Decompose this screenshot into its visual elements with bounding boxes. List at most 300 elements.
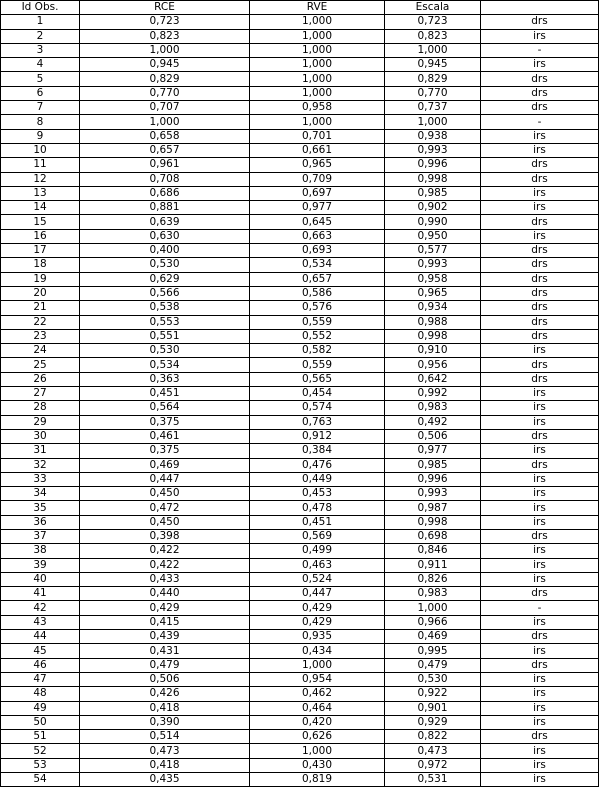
- cell-rce: 1,000: [80, 43, 250, 57]
- cell-returns-type: irs: [481, 415, 599, 429]
- cell-id-obs: 26: [1, 372, 80, 386]
- cell-id-obs: 46: [1, 658, 80, 672]
- table-row: [1, 72, 599, 86]
- table-row: [1, 15, 599, 29]
- cell-rce: 0,439: [80, 630, 250, 644]
- cell-id-obs: 47: [1, 672, 80, 686]
- cell-escala: 0,985: [385, 186, 481, 200]
- cell-escala: 0,992: [385, 387, 481, 401]
- cell-rve: 0,701: [250, 129, 385, 143]
- table-row: [1, 258, 599, 272]
- cell-rce: 0,363: [80, 372, 250, 386]
- cell-returns-type: drs: [481, 658, 599, 672]
- table-row: [1, 730, 599, 744]
- cell-rve: 0,559: [250, 315, 385, 329]
- cell-rve: 0,661: [250, 143, 385, 157]
- cell-rve: 0,574: [250, 401, 385, 415]
- cell-escala: 0,577: [385, 244, 481, 258]
- cell-rce: 0,961: [80, 158, 250, 172]
- cell-rce: 0,506: [80, 672, 250, 686]
- cell-id-obs: 37: [1, 529, 80, 543]
- cell-rve: 0,657: [250, 272, 385, 286]
- cell-rve: 0,463: [250, 558, 385, 572]
- cell-escala: 0,938: [385, 129, 481, 143]
- cell-id-obs: 28: [1, 401, 80, 415]
- table-row: [1, 201, 599, 215]
- cell-returns-type: irs: [481, 701, 599, 715]
- table-row: [1, 143, 599, 157]
- cell-escala: 1,000: [385, 43, 481, 57]
- cell-returns-type: -: [481, 601, 599, 615]
- cell-escala: 0,506: [385, 429, 481, 443]
- cell-returns-type: irs: [481, 444, 599, 458]
- cell-returns-type: drs: [481, 529, 599, 543]
- cell-rce: 0,881: [80, 201, 250, 215]
- cell-returns-type: drs: [481, 172, 599, 186]
- cell-id-obs: 38: [1, 544, 80, 558]
- table-row: [1, 215, 599, 229]
- cell-id-obs: 18: [1, 258, 80, 272]
- cell-escala: 0,723: [385, 15, 481, 29]
- cell-escala: 0,998: [385, 329, 481, 343]
- cell-returns-type: drs: [481, 272, 599, 286]
- cell-returns-type: drs: [481, 587, 599, 601]
- cell-rve: 0,524: [250, 572, 385, 586]
- cell-id-obs: 42: [1, 601, 80, 615]
- cell-escala: 0,910: [385, 344, 481, 358]
- cell-rve: 0,451: [250, 515, 385, 529]
- table-row: [1, 587, 599, 601]
- cell-rve: 0,709: [250, 172, 385, 186]
- table-row: [1, 773, 599, 787]
- cell-id-obs: 8: [1, 115, 80, 129]
- cell-rve: 0,449: [250, 472, 385, 486]
- cell-rce: 1,000: [80, 115, 250, 129]
- cell-id-obs: 19: [1, 272, 80, 286]
- cell-escala: 0,642: [385, 372, 481, 386]
- table-row: [1, 744, 599, 758]
- cell-rce: 0,390: [80, 715, 250, 729]
- cell-rve: 0,534: [250, 258, 385, 272]
- cell-rve: 1,000: [250, 29, 385, 43]
- cell-id-obs: 7: [1, 101, 80, 115]
- cell-escala: 0,473: [385, 744, 481, 758]
- cell-escala: 0,983: [385, 587, 481, 601]
- cell-rve: 0,626: [250, 730, 385, 744]
- table-row: [1, 487, 599, 501]
- cell-escala: 0,479: [385, 658, 481, 672]
- cell-escala: 0,770: [385, 86, 481, 100]
- cell-id-obs: 45: [1, 644, 80, 658]
- header-rve: RVE: [250, 1, 385, 15]
- cell-rve: 0,434: [250, 644, 385, 658]
- cell-returns-type: irs: [481, 572, 599, 586]
- cell-escala: 0,922: [385, 687, 481, 701]
- table-row: [1, 315, 599, 329]
- cell-rve: 0,462: [250, 687, 385, 701]
- header-row: [1, 1, 599, 15]
- header-id-obs: Id Obs.: [1, 1, 80, 15]
- cell-escala: 0,737: [385, 101, 481, 115]
- cell-id-obs: 30: [1, 429, 80, 443]
- cell-id-obs: 1: [1, 15, 80, 29]
- cell-rce: 0,435: [80, 773, 250, 787]
- cell-rce: 0,723: [80, 15, 250, 29]
- cell-rce: 0,770: [80, 86, 250, 100]
- table-row: [1, 358, 599, 372]
- cell-returns-type: irs: [481, 758, 599, 772]
- cell-rve: 0,429: [250, 601, 385, 615]
- cell-returns-type: irs: [481, 143, 599, 157]
- cell-returns-type: drs: [481, 244, 599, 258]
- cell-escala: 0,990: [385, 215, 481, 229]
- table-row: [1, 515, 599, 529]
- cell-returns-type: drs: [481, 358, 599, 372]
- cell-returns-type: irs: [481, 687, 599, 701]
- table-body: [1, 15, 599, 787]
- cell-rce: 0,426: [80, 687, 250, 701]
- cell-id-obs: 27: [1, 387, 80, 401]
- cell-rve: 0,958: [250, 101, 385, 115]
- cell-escala: 0,995: [385, 644, 481, 658]
- cell-rce: 0,707: [80, 101, 250, 115]
- table-row: [1, 529, 599, 543]
- table-row: [1, 372, 599, 386]
- cell-rce: 0,479: [80, 658, 250, 672]
- cell-returns-type: drs: [481, 372, 599, 386]
- cell-rve: 0,476: [250, 458, 385, 472]
- cell-escala: 0,929: [385, 715, 481, 729]
- cell-id-obs: 41: [1, 587, 80, 601]
- cell-rce: 0,447: [80, 472, 250, 486]
- cell-rve: 0,559: [250, 358, 385, 372]
- table-row: [1, 301, 599, 315]
- cell-id-obs: 52: [1, 744, 80, 758]
- cell-id-obs: 22: [1, 315, 80, 329]
- cell-rce: 0,708: [80, 172, 250, 186]
- table-row: [1, 672, 599, 686]
- cell-rce: 0,450: [80, 487, 250, 501]
- cell-rce: 0,823: [80, 29, 250, 43]
- cell-id-obs: 39: [1, 558, 80, 572]
- cell-escala: 0,958: [385, 272, 481, 286]
- cell-escala: 0,972: [385, 758, 481, 772]
- cell-escala: 0,987: [385, 501, 481, 515]
- cell-id-obs: 9: [1, 129, 80, 143]
- cell-rce: 0,629: [80, 272, 250, 286]
- cell-rve: 0,965: [250, 158, 385, 172]
- cell-rce: 0,422: [80, 558, 250, 572]
- cell-returns-type: irs: [481, 715, 599, 729]
- cell-rce: 0,566: [80, 286, 250, 300]
- cell-id-obs: 40: [1, 572, 80, 586]
- cell-rve: 0,954: [250, 672, 385, 686]
- cell-rce: 0,429: [80, 601, 250, 615]
- cell-rve: 0,586: [250, 286, 385, 300]
- cell-id-obs: 31: [1, 444, 80, 458]
- cell-returns-type: irs: [481, 515, 599, 529]
- cell-rve: 0,384: [250, 444, 385, 458]
- cell-rce: 0,440: [80, 587, 250, 601]
- cell-returns-type: drs: [481, 429, 599, 443]
- header-rce: RCE: [80, 1, 250, 15]
- cell-returns-type: drs: [481, 101, 599, 115]
- cell-returns-type: irs: [481, 129, 599, 143]
- cell-escala: 0,977: [385, 444, 481, 458]
- cell-returns-type: drs: [481, 301, 599, 315]
- cell-escala: 0,996: [385, 158, 481, 172]
- cell-rce: 0,433: [80, 572, 250, 586]
- table-row: [1, 58, 599, 72]
- cell-rce: 0,418: [80, 758, 250, 772]
- cell-rce: 0,415: [80, 615, 250, 629]
- table-row: [1, 444, 599, 458]
- cell-returns-type: irs: [481, 558, 599, 572]
- table-row: [1, 458, 599, 472]
- cell-id-obs: 14: [1, 201, 80, 215]
- table-row: [1, 544, 599, 558]
- cell-rce: 0,538: [80, 301, 250, 315]
- cell-rve: 1,000: [250, 15, 385, 29]
- cell-id-obs: 50: [1, 715, 80, 729]
- table-row: [1, 272, 599, 286]
- cell-rce: 0,469: [80, 458, 250, 472]
- cell-returns-type: drs: [481, 86, 599, 100]
- cell-escala: 0,469: [385, 630, 481, 644]
- table-row: [1, 29, 599, 43]
- cell-id-obs: 10: [1, 143, 80, 157]
- cell-returns-type: drs: [481, 458, 599, 472]
- cell-rce: 0,422: [80, 544, 250, 558]
- cell-rve: 1,000: [250, 43, 385, 57]
- cell-rce: 0,553: [80, 315, 250, 329]
- cell-returns-type: irs: [481, 344, 599, 358]
- cell-rce: 0,551: [80, 329, 250, 343]
- cell-id-obs: 44: [1, 630, 80, 644]
- cell-rce: 0,530: [80, 344, 250, 358]
- cell-escala: 0,911: [385, 558, 481, 572]
- cell-returns-type: irs: [481, 501, 599, 515]
- table-row: [1, 344, 599, 358]
- cell-escala: 0,956: [385, 358, 481, 372]
- table-row: [1, 172, 599, 186]
- table-row: [1, 601, 599, 615]
- cell-escala: 0,993: [385, 143, 481, 157]
- cell-id-obs: 11: [1, 158, 80, 172]
- cell-returns-type: irs: [481, 672, 599, 686]
- cell-escala: 0,492: [385, 415, 481, 429]
- cell-rve: 1,000: [250, 658, 385, 672]
- cell-rce: 0,398: [80, 529, 250, 543]
- cell-returns-type: irs: [481, 229, 599, 243]
- table-row: [1, 43, 599, 57]
- table-row: [1, 158, 599, 172]
- cell-rve: 0,935: [250, 630, 385, 644]
- table-row: [1, 715, 599, 729]
- cell-returns-type: drs: [481, 315, 599, 329]
- cell-escala: 0,530: [385, 672, 481, 686]
- table-row: [1, 615, 599, 629]
- table-row: [1, 101, 599, 115]
- cell-rve: 0,552: [250, 329, 385, 343]
- cell-id-obs: 43: [1, 615, 80, 629]
- cell-rce: 0,945: [80, 58, 250, 72]
- table-row: [1, 644, 599, 658]
- cell-id-obs: 5: [1, 72, 80, 86]
- cell-returns-type: irs: [481, 58, 599, 72]
- cell-rve: 0,420: [250, 715, 385, 729]
- cell-rce: 0,431: [80, 644, 250, 658]
- cell-returns-type: -: [481, 115, 599, 129]
- cell-returns-type: irs: [481, 615, 599, 629]
- cell-returns-type: irs: [481, 544, 599, 558]
- cell-escala: 0,829: [385, 72, 481, 86]
- table-row: [1, 701, 599, 715]
- table-row: [1, 630, 599, 644]
- cell-id-obs: 48: [1, 687, 80, 701]
- cell-rce: 0,375: [80, 415, 250, 429]
- cell-id-obs: 6: [1, 86, 80, 100]
- cell-escala: 0,945: [385, 58, 481, 72]
- table-row: [1, 387, 599, 401]
- cell-returns-type: drs: [481, 258, 599, 272]
- table-row: [1, 429, 599, 443]
- cell-escala: 0,846: [385, 544, 481, 558]
- cell-id-obs: 53: [1, 758, 80, 772]
- cell-returns-type: drs: [481, 630, 599, 644]
- cell-escala: 0,826: [385, 572, 481, 586]
- cell-returns-type: irs: [481, 644, 599, 658]
- cell-returns-type: -: [481, 43, 599, 57]
- cell-id-obs: 33: [1, 472, 80, 486]
- cell-rve: 0,693: [250, 244, 385, 258]
- table-row: [1, 401, 599, 415]
- cell-rce: 0,630: [80, 229, 250, 243]
- cell-escala: 0,698: [385, 529, 481, 543]
- cell-id-obs: 23: [1, 329, 80, 343]
- cell-id-obs: 21: [1, 301, 80, 315]
- cell-escala: 0,531: [385, 773, 481, 787]
- cell-id-obs: 32: [1, 458, 80, 472]
- cell-returns-type: drs: [481, 15, 599, 29]
- table-row: [1, 229, 599, 243]
- table-row: [1, 186, 599, 200]
- table-row: [1, 758, 599, 772]
- table-row: [1, 329, 599, 343]
- cell-rce: 0,657: [80, 143, 250, 157]
- table-row: [1, 286, 599, 300]
- cell-returns-type: irs: [481, 472, 599, 486]
- cell-rce: 0,400: [80, 244, 250, 258]
- cell-returns-type: drs: [481, 158, 599, 172]
- cell-rce: 0,658: [80, 129, 250, 143]
- cell-id-obs: 34: [1, 487, 80, 501]
- cell-rve: 0,429: [250, 615, 385, 629]
- cell-escala: 0,965: [385, 286, 481, 300]
- cell-escala: 0,998: [385, 515, 481, 529]
- cell-escala: 0,901: [385, 701, 481, 715]
- cell-returns-type: irs: [481, 401, 599, 415]
- cell-returns-type: irs: [481, 29, 599, 43]
- header-returns-type: [481, 1, 599, 15]
- table-row: [1, 687, 599, 701]
- cell-returns-type: drs: [481, 730, 599, 744]
- cell-id-obs: 2: [1, 29, 80, 43]
- cell-returns-type: drs: [481, 72, 599, 86]
- table-row: [1, 244, 599, 258]
- cell-escala: 0,993: [385, 258, 481, 272]
- cell-rve: 0,569: [250, 529, 385, 543]
- cell-rve: 0,454: [250, 387, 385, 401]
- cell-escala: 0,950: [385, 229, 481, 243]
- cell-rce: 0,829: [80, 72, 250, 86]
- cell-id-obs: 16: [1, 229, 80, 243]
- table-row: [1, 472, 599, 486]
- cell-id-obs: 51: [1, 730, 80, 744]
- cell-rve: 1,000: [250, 744, 385, 758]
- cell-escala: 0,983: [385, 401, 481, 415]
- cell-escala: 0,822: [385, 730, 481, 744]
- cell-escala: 0,996: [385, 472, 481, 486]
- cell-rce: 0,450: [80, 515, 250, 529]
- cell-escala: 0,985: [385, 458, 481, 472]
- cell-id-obs: 12: [1, 172, 80, 186]
- cell-rce: 0,451: [80, 387, 250, 401]
- cell-returns-type: irs: [481, 487, 599, 501]
- cell-escala: 0,966: [385, 615, 481, 629]
- header-escala: Escala: [385, 1, 481, 15]
- cell-rve: 0,576: [250, 301, 385, 315]
- cell-rce: 0,564: [80, 401, 250, 415]
- cell-rve: 0,464: [250, 701, 385, 715]
- cell-rve: 0,447: [250, 587, 385, 601]
- cell-escala: 1,000: [385, 601, 481, 615]
- cell-id-obs: 36: [1, 515, 80, 529]
- cell-escala: 0,823: [385, 29, 481, 43]
- cell-escala: 0,998: [385, 172, 481, 186]
- cell-rve: 0,565: [250, 372, 385, 386]
- cell-rce: 0,530: [80, 258, 250, 272]
- cell-rve: 0,697: [250, 186, 385, 200]
- cell-rce: 0,461: [80, 429, 250, 443]
- cell-id-obs: 25: [1, 358, 80, 372]
- table-row: [1, 501, 599, 515]
- cell-id-obs: 15: [1, 215, 80, 229]
- cell-id-obs: 24: [1, 344, 80, 358]
- cell-escala: 0,902: [385, 201, 481, 215]
- cell-id-obs: 35: [1, 501, 80, 515]
- table-row: [1, 572, 599, 586]
- table-row: [1, 558, 599, 572]
- table-row: [1, 415, 599, 429]
- cell-rce: 0,686: [80, 186, 250, 200]
- cell-id-obs: 49: [1, 701, 80, 715]
- table-row: [1, 86, 599, 100]
- cell-returns-type: drs: [481, 329, 599, 343]
- cell-id-obs: 3: [1, 43, 80, 57]
- cell-rve: 0,663: [250, 229, 385, 243]
- cell-returns-type: irs: [481, 773, 599, 787]
- cell-rve: 0,430: [250, 758, 385, 772]
- cell-id-obs: 13: [1, 186, 80, 200]
- cell-escala: 0,988: [385, 315, 481, 329]
- cell-rce: 0,472: [80, 501, 250, 515]
- cell-rve: 0,819: [250, 773, 385, 787]
- cell-rve: 0,499: [250, 544, 385, 558]
- cell-id-obs: 54: [1, 773, 80, 787]
- cell-rve: 1,000: [250, 72, 385, 86]
- cell-escala: 1,000: [385, 115, 481, 129]
